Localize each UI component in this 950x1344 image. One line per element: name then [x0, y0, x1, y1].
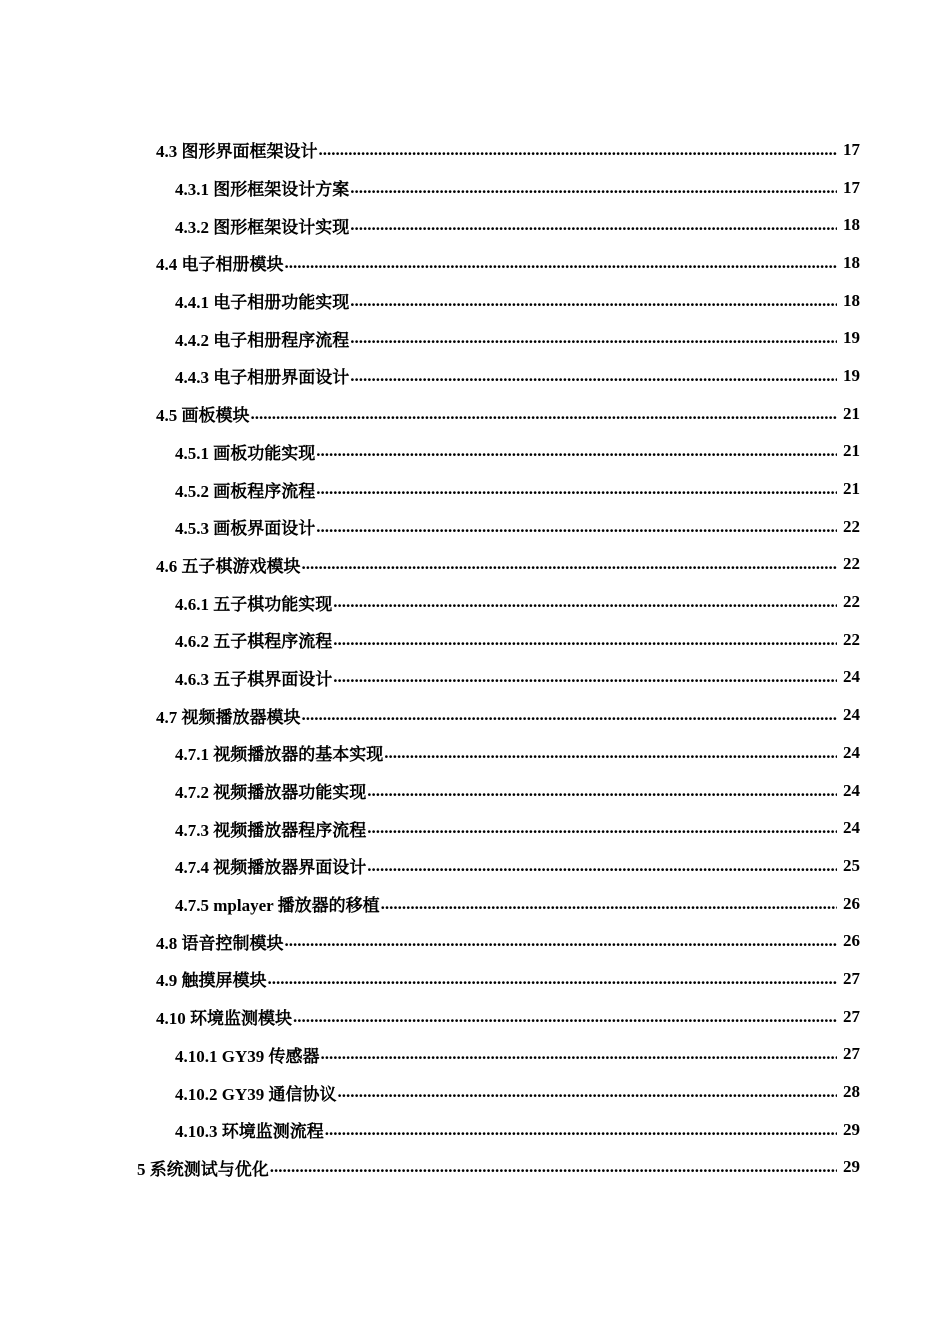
toc-dot-leader: [350, 178, 837, 198]
toc-entry-title: 4.8 语音控制模块: [156, 933, 284, 953]
toc-dot-leader: [251, 404, 838, 424]
toc-entry-page-number: 24: [843, 667, 860, 687]
toc-entry[interactable]: [0, 696, 950, 734]
toc-entry-page-number: 27: [843, 1044, 860, 1064]
toc-dot-leader: [367, 781, 837, 801]
toc-entry-page-number: 19: [843, 365, 860, 385]
toc-entry[interactable]: [0, 772, 950, 810]
toc-entry-title: 4.7.4 视频播放器界面设计: [175, 858, 367, 878]
toc-dot-leader: [285, 931, 838, 951]
toc-entry-page-number: 21: [843, 479, 860, 499]
toc-entry[interactable]: [0, 433, 950, 471]
toc-entry-page-number: 28: [843, 1082, 860, 1102]
toc-dot-leader: [367, 856, 837, 876]
toc-entry-page-number: 18: [843, 290, 860, 310]
toc-entry-title: 4.4.2 电子相册程序流程: [175, 330, 350, 350]
toc-entry[interactable]: [0, 922, 950, 960]
toc-entry-page-number: 21: [843, 441, 860, 461]
toc-entry-page-number: 22: [843, 516, 860, 536]
toc-entry-title: 4.4.1 电子相册功能实现: [175, 293, 350, 313]
toc-entry-page-number: 22: [843, 592, 860, 612]
toc-entry[interactable]: [0, 1036, 950, 1074]
toc-dot-leader: [350, 366, 837, 386]
toc-dot-leader: [316, 517, 837, 537]
toc-entry-page-number: 17: [843, 177, 860, 197]
toc-entry-page-number: 29: [843, 1157, 860, 1177]
toc-entry-page-number: 26: [843, 893, 860, 913]
toc-dot-leader: [270, 1157, 837, 1177]
toc-entry-title: 4.7.2 视频播放器功能实现: [175, 783, 367, 803]
toc-entry[interactable]: [0, 244, 950, 282]
toc-dot-leader: [285, 253, 838, 273]
toc-entry[interactable]: [0, 131, 950, 169]
toc-entry[interactable]: [0, 206, 950, 244]
toc-entry-page-number: 24: [843, 780, 860, 800]
toc-entry-title: 4.5.3 画板界面设计: [175, 519, 316, 539]
toc-entry[interactable]: [0, 357, 950, 395]
toc-entry-title: 4.6.2 五子棋程序流程: [175, 632, 333, 652]
toc-entry-title: 4.7 视频播放器模块: [156, 707, 301, 727]
toc-entry[interactable]: [0, 282, 950, 320]
toc-dot-leader: [293, 1007, 837, 1027]
toc-entry-title: 4.3.2 图形框架设计实现: [175, 217, 350, 237]
toc-entry-title: 4.3.1 图形框架设计方案: [175, 180, 350, 200]
toc-entry[interactable]: [0, 1149, 950, 1187]
toc-entry-title: 4.5.1 画板功能实现: [175, 443, 316, 463]
toc-entry-title: 4.5 画板模块: [156, 406, 250, 426]
toc-dot-leader: [302, 554, 838, 574]
toc-entry[interactable]: [0, 395, 950, 433]
toc-entry-title: 4.7.3 视频播放器程序流程: [175, 820, 367, 840]
toc-entry-title: 4.4.3 电子相册界面设计: [175, 368, 350, 388]
toc-dot-leader: [350, 291, 837, 311]
toc-entry[interactable]: [0, 1073, 950, 1111]
toc-entry-page-number: 29: [843, 1119, 860, 1139]
toc-entry[interactable]: [0, 659, 950, 697]
toc-entry[interactable]: [0, 998, 950, 1036]
toc-entry-page-number: 21: [843, 403, 860, 423]
toc-dot-leader: [319, 140, 838, 160]
toc-dot-leader: [381, 894, 837, 914]
toc-entry-page-number: 25: [843, 855, 860, 875]
toc-entry-title: 4.10 环境监测模块: [156, 1009, 292, 1029]
toc-dot-leader: [350, 215, 837, 235]
toc-entry-page-number: 22: [843, 554, 860, 574]
toc-entry[interactable]: [0, 847, 950, 885]
toc-dot-leader: [302, 705, 838, 725]
toc-entry-title: 4.10.3 环境监测流程: [175, 1122, 324, 1142]
toc-entry-page-number: 24: [843, 818, 860, 838]
toc-dot-leader: [268, 969, 838, 989]
toc-entry[interactable]: [0, 621, 950, 659]
table-of-contents: [0, 131, 950, 1186]
toc-entry-title: 4.10.2 GY39 通信协议: [175, 1084, 337, 1104]
toc-entry[interactable]: [0, 169, 950, 207]
toc-entry-title: 4.6 五子棋游戏模块: [156, 556, 301, 576]
toc-entry-title: 4.4 电子相册模块: [156, 255, 284, 275]
toc-entry[interactable]: [0, 470, 950, 508]
toc-entry-title: 4.10.1 GY39 传感器: [175, 1046, 320, 1066]
toc-entry-title: 4.7.5 mplayer 播放器的移植: [175, 896, 380, 916]
toc-dot-leader: [333, 630, 837, 650]
toc-dot-leader: [333, 667, 837, 687]
toc-entry-page-number: 17: [843, 139, 860, 159]
toc-dot-leader: [316, 479, 837, 499]
toc-entry-page-number: 22: [843, 629, 860, 649]
toc-entry-title: 4.5.2 画板程序流程: [175, 481, 316, 501]
toc-entry-page-number: 27: [843, 968, 860, 988]
toc-entry[interactable]: [0, 583, 950, 621]
toc-entry[interactable]: [0, 960, 950, 998]
toc-dot-leader: [333, 592, 837, 612]
toc-entry[interactable]: [0, 885, 950, 923]
toc-entry-page-number: 27: [843, 1006, 860, 1026]
toc-entry-page-number: 18: [843, 252, 860, 272]
toc-entry[interactable]: [0, 1111, 950, 1149]
toc-dot-leader: [384, 743, 837, 763]
toc-dot-leader: [350, 328, 837, 348]
toc-entry-title: 4.7.1 视频播放器的基本实现: [175, 745, 384, 765]
toc-entry[interactable]: [0, 319, 950, 357]
toc-entry[interactable]: [0, 508, 950, 546]
toc-entry[interactable]: [0, 734, 950, 772]
toc-entry-page-number: 26: [843, 931, 860, 951]
toc-entry-page-number: 24: [843, 742, 860, 762]
toc-entry-page-number: 18: [843, 215, 860, 235]
toc-entry[interactable]: [0, 546, 950, 584]
toc-dot-leader: [367, 818, 837, 838]
toc-entry-title: 4.6.1 五子棋功能实现: [175, 594, 333, 614]
toc-dot-leader: [316, 441, 837, 461]
toc-entry-title: 4.9 触摸屏模块: [156, 971, 267, 991]
toc-dot-leader: [338, 1082, 838, 1102]
toc-entry[interactable]: [0, 809, 950, 847]
toc-entry-title: 4.6.3 五子棋界面设计: [175, 669, 333, 689]
toc-entry-page-number: 19: [843, 328, 860, 348]
toc-entry-page-number: 24: [843, 705, 860, 725]
toc-entry-title: 5 系统测试与优化: [137, 1159, 269, 1179]
toc-entry-title: 4.3 图形界面框架设计: [156, 142, 318, 162]
toc-dot-leader: [325, 1120, 837, 1140]
toc-dot-leader: [321, 1044, 838, 1064]
